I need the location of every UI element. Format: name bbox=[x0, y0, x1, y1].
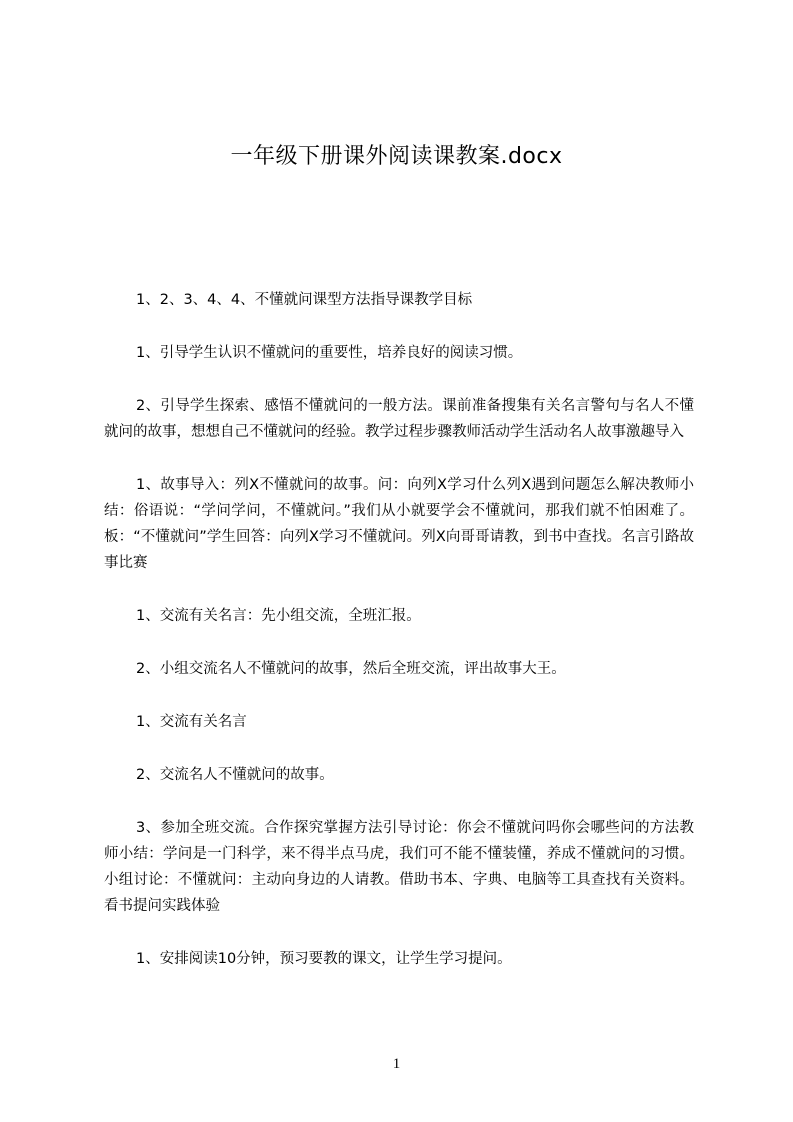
paragraph-1: 1、2、3、4、4、不懂就问课型方法指导课教学目标 bbox=[136, 292, 473, 308]
paragraph-8: 2、交流名人不懂就问的故事。 bbox=[136, 767, 334, 783]
paragraph-3: 2、引导学生探索、感悟不懂就问的一般方法。课前准备搜集有关名言警句与名人不懂就问的故事，想想自己不懂就问的经验。教学过程步骤教师活动学生活动名人故事激趣导入 bbox=[104, 398, 694, 440]
paragraph-2: 1、引导学生认识不懂就问的重要性，培养良好的阅读习惯。 bbox=[136, 345, 523, 361]
paragraph-5: 1、交流有关名言：先小组交流，全班汇报。 bbox=[136, 608, 421, 624]
page-number: 1 bbox=[392, 1056, 401, 1072]
paragraph-6: 2、小组交流名人不懂就问的故事，然后全班交流，评出故事大王。 bbox=[136, 661, 566, 677]
document-title: 一年级下册课外阅读课教案.docx bbox=[230, 144, 563, 169]
document-body bbox=[104, 287, 694, 972]
paragraph-7: 1、交流有关名言 bbox=[136, 714, 247, 730]
paragraph-9: 3、参加全班交流。合作探究掌握方法引导讨论：你会不懂就问吗你会哪些问的方法教师小结：学问是一门科学，来不得半点马虎，我们可不能不懂装懂，养成不懂就问的习惯。小组讨论：不懂就问：主动向身边的人请教。借助书本、字典、电脑等工具查找有关资料。看书提问实践体验 bbox=[104, 820, 694, 914]
paragraph-4: 1、故事导入：列X不懂就问的故事。问：向列X学习什么列X遇到问题怎么解决教师小结：俗语说：“学问学问，不懂就问。”我们从小就要学会不懂就问，那我们就不怕困难了。板：“不懂就问”学生回答：向列X学习不懂就问。列X向哥哥请教，到书中查找。名言引路故事比赛 bbox=[104, 477, 694, 571]
paragraph-10: 1、安排阅读10分钟，预习要教的课文，让学生学习提问。 bbox=[136, 951, 512, 967]
